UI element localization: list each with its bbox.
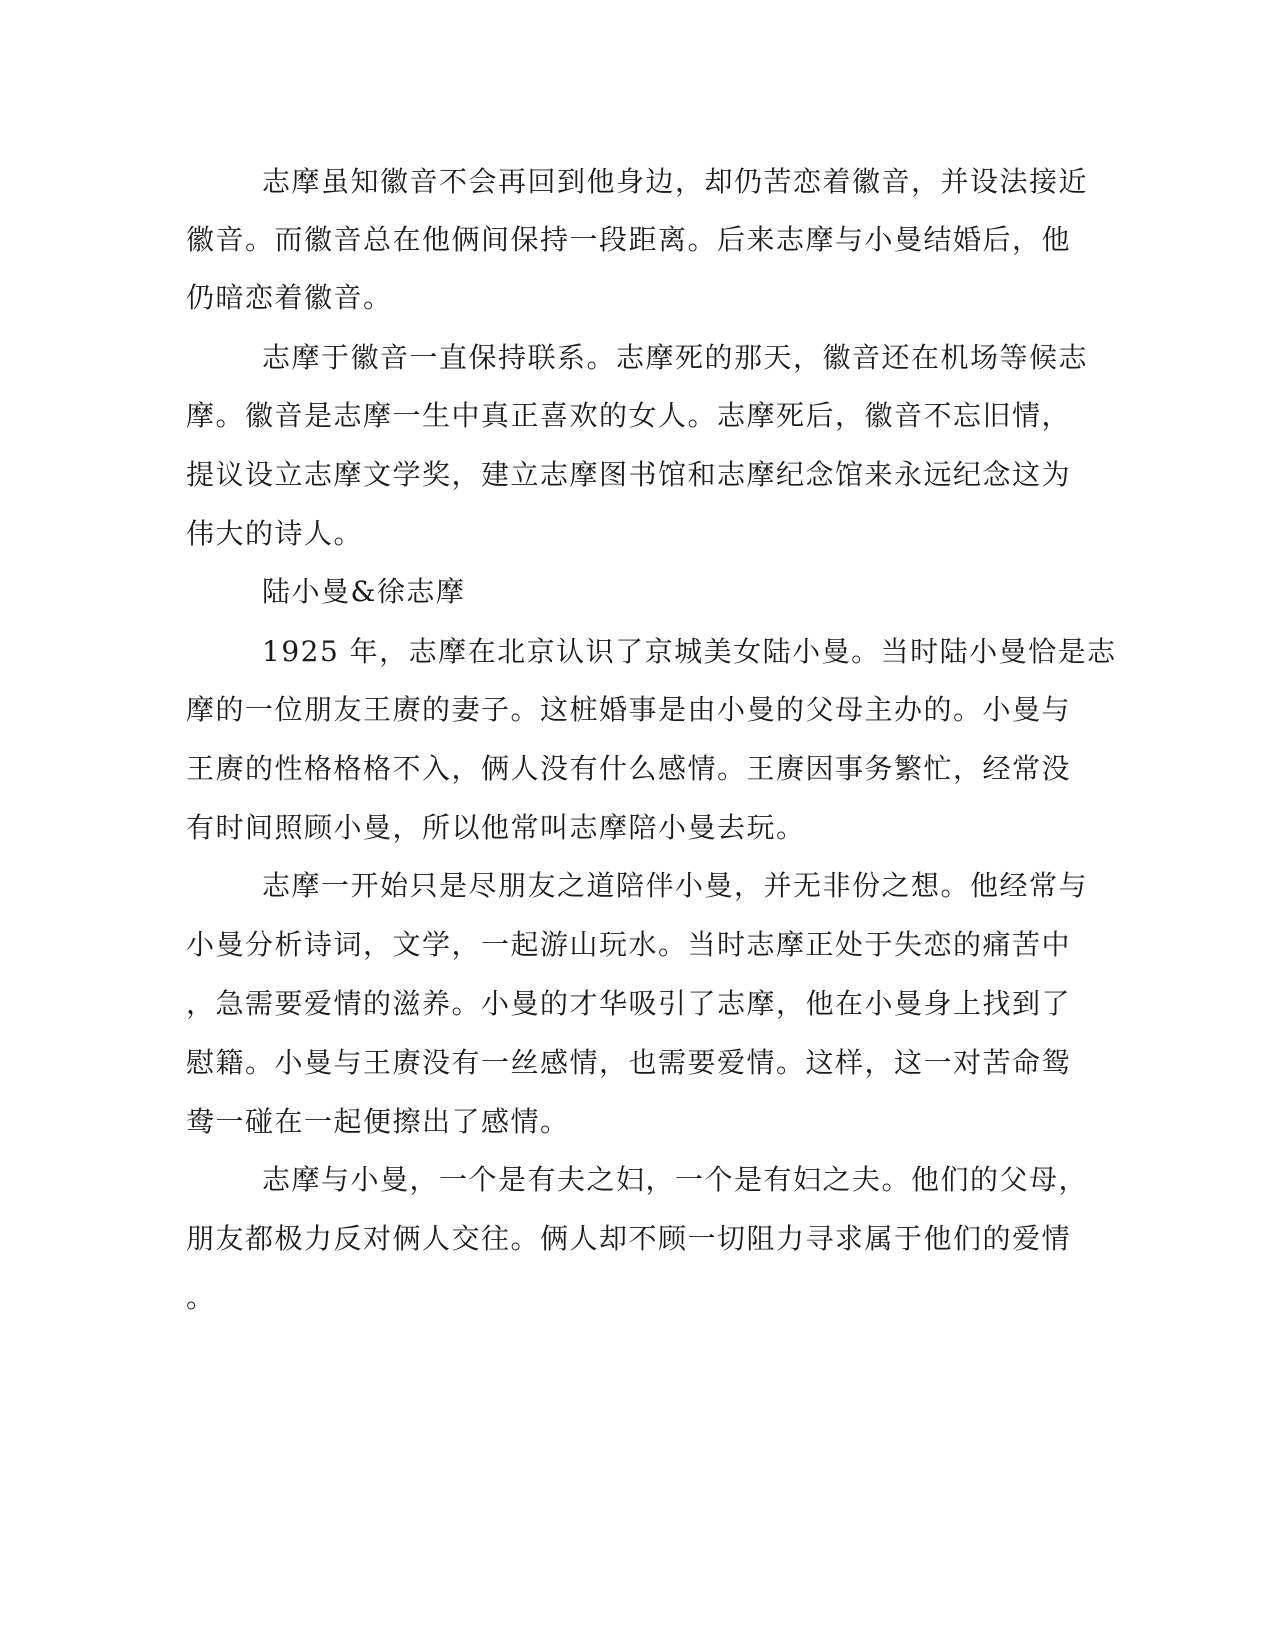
- text-line: 伟大的诗人。: [186, 517, 364, 550]
- text-line: 慰籍。小曼与王赓没有一丝感情，也需要爱情。这样，这一对苦命鸳: [186, 1046, 1072, 1079]
- text-line: ，急需要爱情的滋养。小曼的才华吸引了志摩，他在小曼身上找到了: [186, 987, 1072, 1020]
- text-line: 。: [186, 1281, 216, 1314]
- text-line: 志摩与小曼，一个是有夫之妇，一个是有妇之夫。他们的父母，: [262, 1163, 1089, 1196]
- text-line: 提议设立志摩文学奖，建立志摩图书馆和志摩纪念馆来永远纪念这为: [186, 458, 1072, 491]
- text-line: 志摩一开始只是尽朋友之道陪伴小曼，并无非份之想。他经常与: [262, 869, 1089, 902]
- section-heading: 陆小曼&徐志摩: [262, 575, 466, 608]
- text-line: 鸯一碰在一起便擦出了感情。: [186, 1105, 570, 1138]
- text-line: 志摩于徽音一直保持联系。志摩死的那天，徽音还在机场等候志: [262, 341, 1089, 374]
- text-line: 朋友都极力反对俩人交往。俩人却不顾一切阻力寻求属于他们的爱情: [186, 1222, 1072, 1255]
- text-line: 徽音。而徽音总在他俩间保持一段距离。后来志摩与小曼结婚后，他: [186, 223, 1072, 256]
- text-line: 小曼分析诗词，文学，一起游山玩水。当时志摩正处于失恋的痛苦中: [186, 928, 1072, 961]
- text-line: 1925 年，志摩在北京认识了京城美女陆小曼。当时陆小曼恰是志: [262, 635, 1117, 668]
- text-line: 有时间照顾小曼，所以他常叫志摩陪小曼去玩。: [186, 811, 806, 844]
- text-line: 仍暗恋着徽音。: [186, 281, 393, 314]
- text-line: 王赓的性格格格不入，俩人没有什么感情。王赓因事务繁忙，经常没: [186, 752, 1072, 785]
- text-line: 摩的一位朋友王赓的妻子。这桩婚事是由小曼的父母主办的。小曼与: [186, 693, 1072, 726]
- text-line: 志摩虽知徽音不会再回到他身边，却仍苦恋着徽音，并设法接近: [262, 165, 1089, 198]
- text-line: 摩。徽音是志摩一生中真正喜欢的女人。志摩死后，徽音不忘旧情，: [186, 399, 1072, 432]
